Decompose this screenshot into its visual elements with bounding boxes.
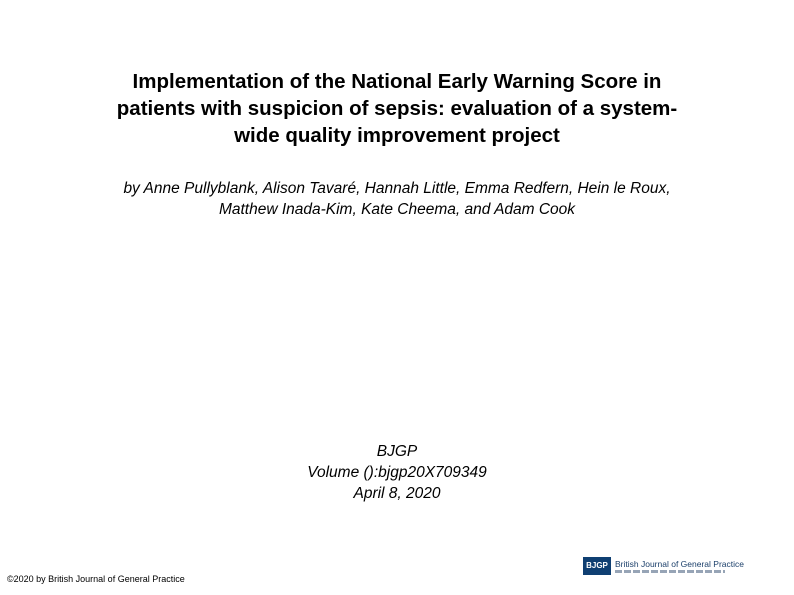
copyright-notice: ©2020 by British Journal of General Practice: [7, 574, 185, 584]
title-line-3: wide quality improvement project: [234, 124, 560, 147]
logo-tagline-graphic: [615, 570, 725, 573]
logo-text: [615, 559, 744, 573]
volume-info: Volume ():bjgp20X709349: [307, 464, 487, 481]
citation-block: [247, 441, 547, 504]
author-list: [40, 178, 754, 220]
article-title: [55, 68, 739, 149]
journal-logo: [583, 556, 747, 576]
logo-journal-name: British Journal of General Practice: [615, 559, 744, 569]
title-line-2: patients with suspicion of sepsis: evaluation of a system-: [116, 97, 678, 120]
journal-name: BJGP: [376, 443, 418, 460]
authors-line-1: by Anne Pullyblank, Alison Tavaré, Hannah Little, Emma Redfern, Hein le Roux,: [123, 180, 671, 197]
publication-date: April 8, 2020: [353, 485, 441, 502]
title-line-1: Implementation of the National Early Warning Score in: [132, 70, 662, 93]
authors-line-2: Matthew Inada-Kim, Kate Cheema, and Adam Cook: [218, 201, 576, 218]
bjgp-logo-mark: BJGP: [583, 557, 611, 575]
